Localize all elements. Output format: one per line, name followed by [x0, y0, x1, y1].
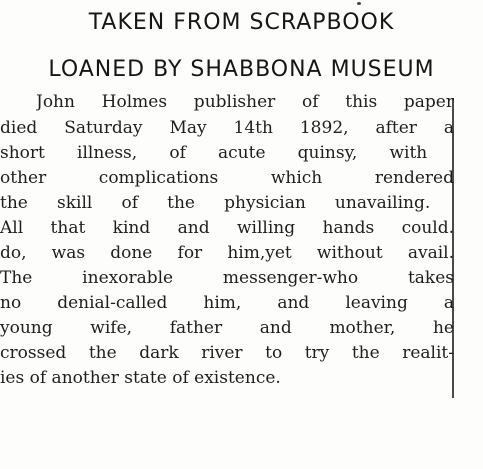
headline-line-1: TAKEN FROM SCRAPBOOK [88, 10, 395, 35]
article-line-11: crossed the dark river to try the realit- [0, 343, 454, 363]
article-line-7: do, was done for him,yet without avail. [0, 243, 454, 263]
article-line-12: ies of another state of existence. [0, 368, 281, 388]
article-line-10: young wife, father and mother, he [0, 318, 454, 338]
article-line-2: died Saturday May 14th 1892, after a [0, 118, 454, 138]
article-line-4: other complications which rendered [0, 168, 454, 188]
article-line-1: John Holmes publisher of this paper [36, 92, 454, 112]
article-line-6: All that kind and willing hands could. [0, 218, 454, 238]
article-line-9: no denial-called him, and leaving a [0, 293, 454, 313]
headline-line-2: LOANED BY SHABBONA MUSEUM [48, 57, 435, 82]
ink-speck [357, 2, 361, 5]
article-line-3: short illness, of acute quinsy, with [0, 143, 428, 163]
article-line-5: the skill of the physician unavailing. [0, 193, 431, 213]
article-line-8: The inexorable messenger-who takes [0, 268, 454, 288]
